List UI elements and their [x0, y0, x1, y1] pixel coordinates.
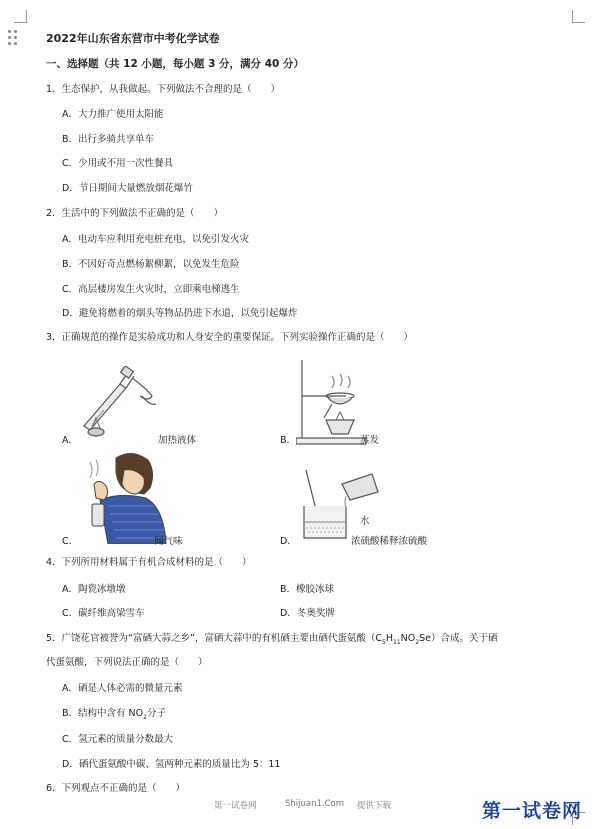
q5-option-b-post: 分子 [146, 708, 166, 719]
q3-stem: 3．正确规范的操作是实验成功和人身安全的重要保证。下列实验操作正确的是（ ） [46, 332, 414, 343]
q5-sub-2: 2 [415, 638, 420, 646]
section-heading: 一、选择题（共 12 小题，每小题 3 分，满分 40 分） [46, 58, 304, 70]
q5-stem-h: H [385, 633, 394, 644]
q1-option-c: C．少用或不用一次性餐具 [62, 158, 174, 169]
q1-option-d: D．节日期间大量燃放烟花爆竹 [62, 183, 193, 194]
q5-stem-line1 [46, 634, 497, 646]
footer-left: 第一试卷网 [214, 801, 257, 811]
q3-d-water-label: 水 [360, 516, 370, 527]
crop-mark-top-right [572, 10, 585, 23]
q5-option-a: A．硒是人体必需的微量元素 [62, 683, 183, 694]
footer-mid: Shijuan1.Com [285, 799, 345, 809]
q5-sub-5: 5 [382, 638, 386, 646]
q5-stem-no: NO [400, 633, 416, 644]
q6-stem: 6．下列观点不正确的是（ ） [46, 783, 186, 794]
q4-option-b: B．橡胶冰球 [280, 584, 335, 595]
q2-option-d: D．避免将燃着的烟头等物品扔进下水道，以免引起爆炸 [62, 308, 298, 319]
q4-option-c: C．碳纤维高梁雪车 [62, 608, 145, 619]
doc-title: 2022年山东省东营市中考化学试卷 [46, 32, 220, 45]
q5-stem-part3: Se）合成。关于硒 [419, 633, 498, 644]
q2-option-a: A．电动车应利用充电桩充电，以免引发火灾 [62, 234, 249, 245]
q3-a-caption: 加热液体 [158, 435, 197, 446]
q4-option-a: A．陶瓷冰墩墩 [62, 584, 126, 595]
heating-liquid-illustration [76, 366, 162, 442]
q1-option-b: B．出行多骑共享单车 [62, 134, 155, 145]
q1-option-a: A．大力推广使用太阳能 [62, 109, 164, 120]
q3-d-caption: 浓硫酸稀释浓硫酸 [351, 536, 428, 547]
q5-option-b-sub: 2 [143, 713, 147, 721]
q5-stem-line2: 代蛋氨酸，下列说法正确的是（ ） [46, 657, 208, 668]
q2-option-b: B．不因好奇点燃杨絮柳絮，以免发生危险 [62, 259, 240, 270]
crop-mark-top-left [14, 10, 27, 23]
evaporation-illustration [296, 356, 368, 448]
q3-c-letter: C． [62, 536, 79, 547]
q2-option-c: C．高层楼房发生火灾时，立即乘电梯逃生 [62, 284, 240, 295]
q5-option-d: D．硒代蛋氨酸中碳、氢两种元素的质量比为 5：11 [62, 759, 281, 770]
dilution-illustration [296, 466, 380, 542]
q1-stem: 1．生态保护，从我做起。下列做法不合理的是（ ） [46, 84, 281, 95]
q5-stem-part1: 5．广饶花官被誉为“富硒大蒜之乡”，富硒大蒜中的有机硒主要由硒代蛋氨酸（C [46, 633, 383, 644]
q4-stem: 4．下列所用材料属于有机合成材料的是（ ） [46, 557, 252, 568]
q3-a-letter: A． [62, 435, 78, 446]
drag-handle-icon[interactable] [8, 30, 20, 46]
q3-d-letter: D． [280, 536, 297, 547]
q5-option-b-pre: B．结构中含有 NO [62, 708, 144, 719]
q2-stem: 2．生活中的下列做法不正确的是（ ） [46, 208, 224, 219]
brand-watermark: 第一试卷网 [482, 800, 583, 822]
footer-right: 提供下载 [357, 801, 392, 811]
q5-option-c: C．氢元素的质量分数最大 [62, 734, 174, 745]
q3-b-letter: B． [280, 435, 297, 446]
smelling-gas-illustration [86, 448, 168, 544]
q3-c-caption: 闻气味 [154, 536, 183, 547]
q4-option-d: D．冬奥奖牌 [280, 608, 335, 619]
q5-sub-11: 11 [393, 638, 401, 646]
q5-option-b [62, 709, 166, 721]
q3-b-caption: 蒸发 [360, 435, 380, 446]
